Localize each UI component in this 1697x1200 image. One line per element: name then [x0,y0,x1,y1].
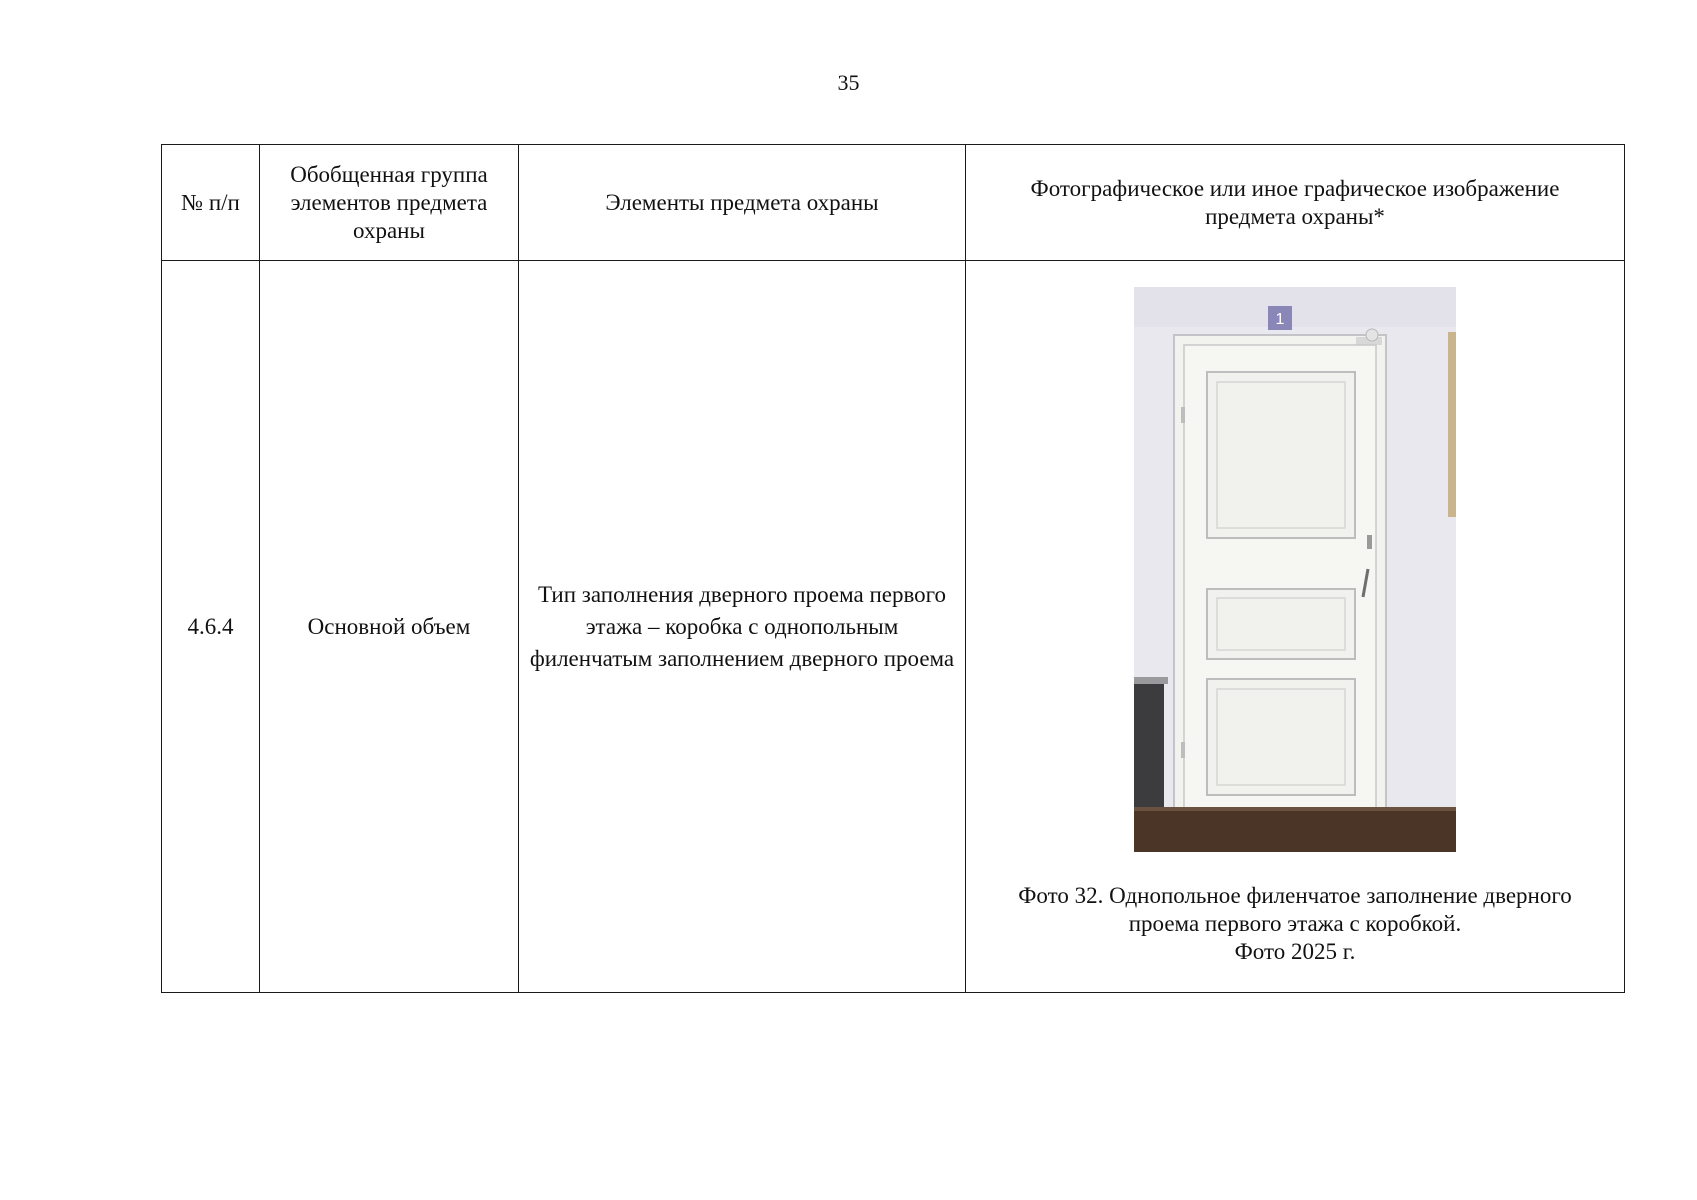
row-elements-cell [519,261,966,993]
photo-caption-line2: проема первого этажа с коробкой. [1128,911,1462,936]
table-row [162,261,1625,993]
table-header-row [162,145,1625,261]
header-number [162,145,260,261]
header-image-label: Фотографическое или иное графическое изображение предмета охраны* [1030,175,1560,229]
row-group-cell [260,261,519,993]
row-number: 4.6.4 [187,613,234,639]
header-elements-label: Элементы предмета охраны [605,189,879,215]
header-elements [519,145,966,261]
door-photo [1134,287,1456,852]
row-group: Основной объем [307,613,471,639]
photo-caption-line3: Фото 2025 г. [1234,939,1356,964]
door-lock [1367,535,1372,549]
number-tag-text: 1 [1275,311,1285,328]
page-number: 35 [837,70,860,95]
header-group [260,145,519,261]
header-image [966,145,1625,261]
photo-caption [976,882,1614,966]
row-elements: Тип заполнения дверного проема первого этажа – коробка с однопольным филенчатым заполнением дверного проема [529,581,955,671]
header-group-label: Обобщенная группа элементов предмета охраны [290,161,488,243]
poster-edge [1448,332,1456,517]
door-panel-bottom [1207,679,1355,795]
door-panel-middle [1207,589,1355,659]
cabinet [1134,682,1164,807]
header-number-label: № п/п [181,189,240,215]
door-panel-top [1207,372,1355,538]
photo-caption-line1: Фото 32. Однопольное филенчатое заполнение дверного [1018,883,1572,908]
row-photo-cell [966,261,1625,993]
protection-table [161,144,1625,993]
row-number-cell [162,261,260,993]
floor [1134,809,1456,852]
